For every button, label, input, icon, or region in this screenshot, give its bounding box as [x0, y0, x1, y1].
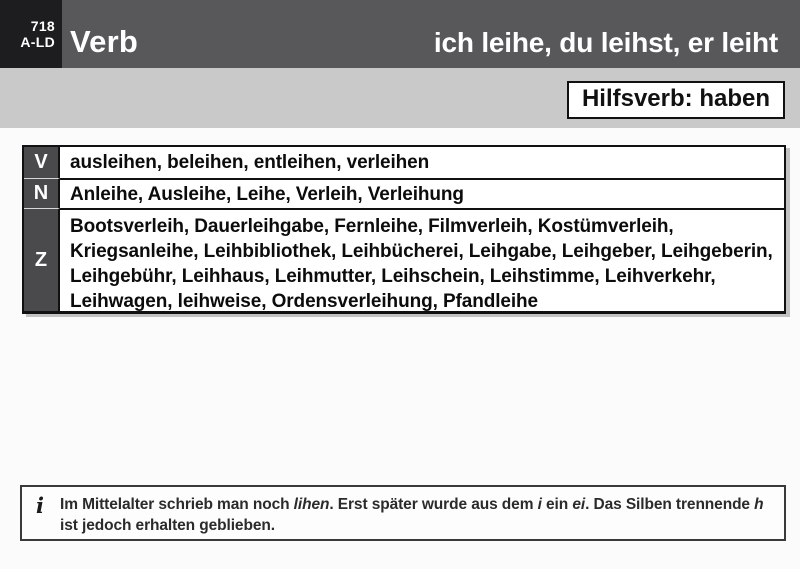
row-label-nouns: N	[24, 178, 60, 208]
header-bar	[0, 0, 800, 68]
etymology-note-box	[20, 485, 786, 541]
row-label-verbs: V	[24, 147, 60, 178]
row-label-compounds: Z	[24, 208, 60, 311]
subheader-band	[0, 68, 800, 128]
row-verbs: ausleihen, beleihen, entleihen, verleihen	[70, 152, 430, 173]
row-nouns: Anleihe, Ausleihe, Leihe, Verleih, Verleihung	[60, 178, 784, 208]
info-icon: i	[36, 493, 44, 518]
conjugation-forms: ich leihe, du leihst, er leiht	[433, 27, 778, 58]
word-class-title: Verb	[70, 24, 139, 59]
entry-id-code: A-LD	[20, 34, 55, 50]
row-compounds: Bootsverleih, Dauerleihgabe, Fernleihe, Filmverleih, Kostümverleih, Kriegsanleihe, Leihbibliothek, Leihbücherei, Leihgabe, Leihgeber, Leihgeberin, Leihgebühr, Leihhaus, Leihmutter, Leihschein, Leihstimme, Leihverkehr, Leihwagen, leihweise, Ordensverleihung, Pfandleihe	[60, 208, 784, 311]
entry-id-box	[0, 0, 62, 68]
auxiliary-verb-box: Hilfsverb: haben	[567, 81, 785, 119]
entry-id-number: 718	[30, 17, 55, 34]
etymology-note-text: Im Mittelalter schrieb man noch lihen. Erst später wurde aus dem i ein ei. Das Silben trennende h ist jedoch erhalten geblieben.	[60, 496, 764, 534]
word-family-table	[22, 145, 786, 314]
